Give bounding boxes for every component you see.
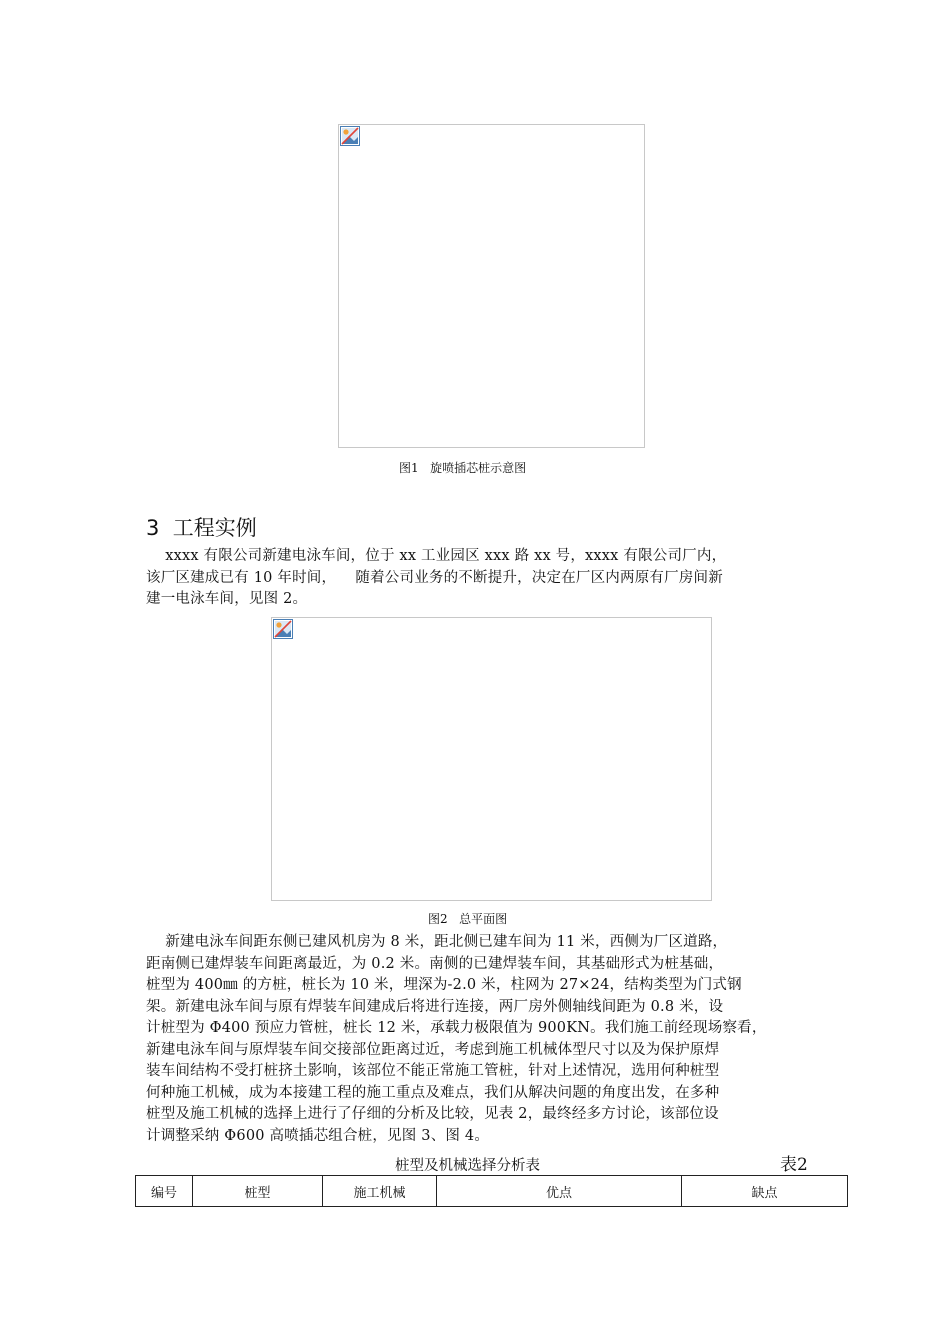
header-cell-machinery: 施工机械: [323, 1176, 437, 1207]
header-cell-advantages: 优点: [437, 1176, 682, 1207]
text-line: 桩型及施工机械的选择上进行了仔细的分析及比较，见表 2，最终经多方讨论，该部位设: [146, 1106, 719, 1122]
text-line: 计桩型为 Φ400 预应力管桩，桩长 12 米，承载力极限值为 900KN。我们施工前经现场察看，: [146, 1020, 767, 1036]
header-cell-pile-type: 桩型: [193, 1176, 323, 1207]
figure-1-image: [338, 124, 645, 448]
header-cell-disadvantages: 缺点: [682, 1176, 848, 1207]
figure-2-caption: 图2 总平面图: [428, 912, 508, 926]
header-cell-id: 编号: [136, 1176, 193, 1207]
text-line: 建一电泳车间，见图 2。: [146, 591, 308, 607]
figure-1-caption: 图1 旋喷插芯桩示意图: [399, 461, 527, 475]
figure-2-image: [271, 617, 712, 901]
text-line: 距南侧已建焊装车间距离最近，为 0.2 米。南侧的已建焊装车间，其基础形式为桩基础，: [146, 955, 724, 972]
table-header-row: [136, 1176, 848, 1207]
text-line: 何种施工机械，成为本接建工程的施工重点及难点，我们从解决问题的角度出发，在多种: [146, 1084, 720, 1101]
text-line: 装车间结构不受打桩挤土影响，该部位不能正常施工管桩，针对上述情况，选用何种桩型: [146, 1063, 720, 1079]
table-number: 表2: [780, 1155, 808, 1175]
section-heading: 3 工程实例: [146, 516, 257, 540]
text-line: 架。新建电泳车间与原有焊装车间建成后将进行连接，两厂房外侧轴线间距为 0.8 米，设: [146, 998, 724, 1015]
table-title: 桩型及机械选择分析表: [395, 1158, 540, 1174]
broken-image-icon: [273, 619, 293, 639]
pile-selection-table: [135, 1175, 848, 1207]
text-line: 新建电泳车间距东侧已建风机房为 8 米，距北侧已建车间为 11 米，西侧为厂区道路，: [146, 934, 728, 950]
text-line: 该厂区建成已有 10 年时间， 随着公司业务的不断提升，决定在厂区内两原有厂房间新: [146, 569, 723, 586]
text-line: xxxx 有限公司新建电泳车间，位于 xx 工业园区 xxx 路 xx 号，xxxx 有限公司厂内，: [146, 548, 727, 564]
paragraph-project-intro: [146, 546, 822, 611]
text-line: 桩型为 400㎜ 的方桩，桩长为 10 米，埋深为-2.0 米，柱网为 27×24，结构类型为门式钢: [146, 977, 742, 993]
text-line: 新建电泳车间与原焊装车间交接部位距离过近，考虑到施工机械体型尺寸以及为保护原焊: [146, 1041, 720, 1058]
text-line: 计调整采纳 Φ600 高喷插芯组合桩，见图 3、图 4。: [146, 1127, 490, 1144]
paragraph-site-analysis: [146, 932, 822, 1147]
broken-image-icon: [340, 126, 360, 146]
